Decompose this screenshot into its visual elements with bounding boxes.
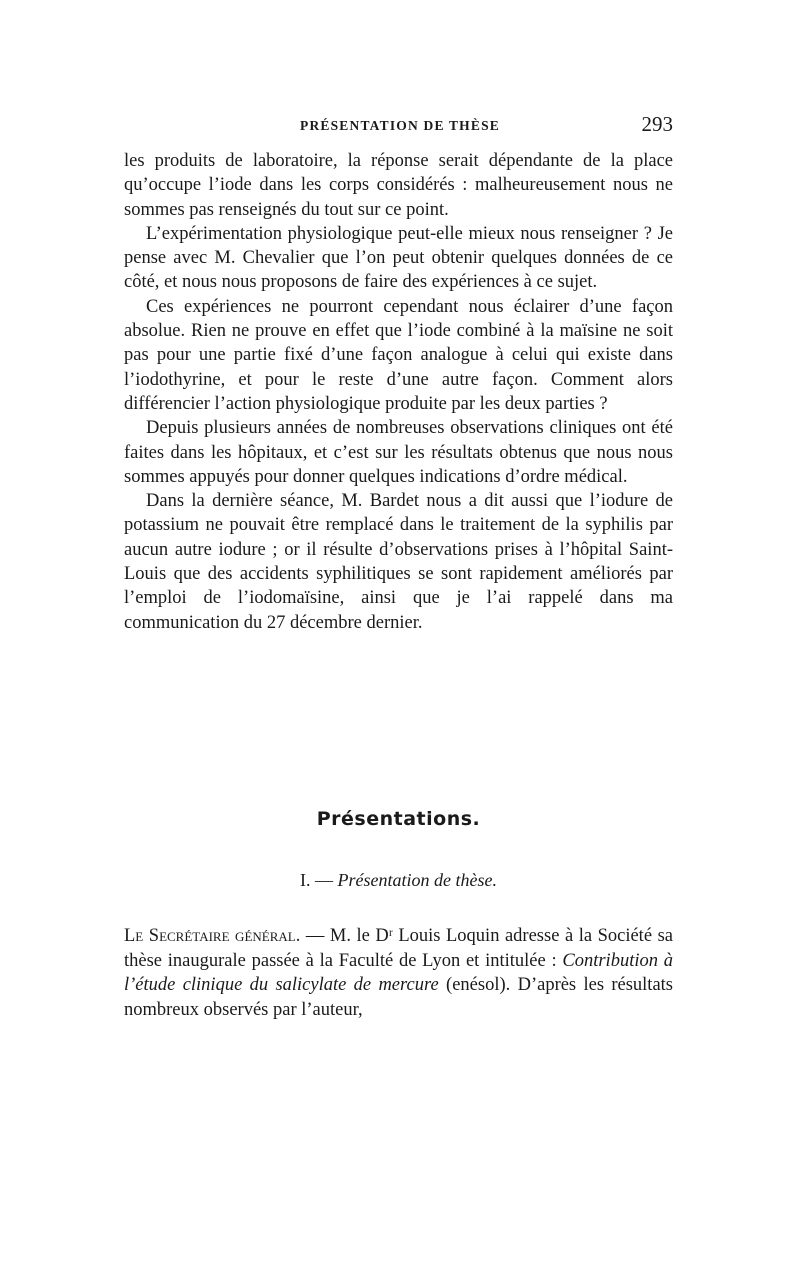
- presentation-text: [124, 924, 673, 1022]
- presentation-text-after: (enésol). D’après les résultats nombreux observés par l’auteur,: [124, 975, 673, 1020]
- presentation-text-before: — M. le Dʳ Louis Loquin adresse à la Société sa thèse inaugurale passée à la Faculté de Lyon et intitulée :: [124, 926, 673, 971]
- running-head-title: PRÉSENTATION DE THÈSE: [300, 118, 501, 133]
- subsection-title: [124, 870, 673, 891]
- paragraph: Dans la dernière séance, M. Bardet nous a dit aussi que l’iodure de potassium ne pouvait être remplacé dans le traitement de la syphilis par aucun autre iodure ; or il résulte d’observations prises à l’hôpital Saint-Louis que des accidents syphilitiques se sont rapidement améliorés par l’emploi de l’iodomaïsine, ainsi que je l’ai rappelé dans ma communication du 27 décembre dernier.: [124, 491, 673, 633]
- speaker-name: Le Secrétaire général.: [124, 926, 301, 946]
- subsection-name: Présentation de thèse.: [337, 870, 497, 890]
- section-title: Présentations.: [316, 808, 481, 830]
- page-number: 293: [641, 112, 673, 136]
- subsection-number: I. —: [300, 870, 334, 890]
- paragraph: les produits de laboratoire, la réponse serait dépendante de la place qu’occupe l’iode dans les corps considérés : malheureusement nous ne sommes pas renseignés du tout sur ce point.: [124, 151, 673, 220]
- running-head: [124, 112, 673, 140]
- thesis-title: Contribution à l’étude clinique du salicylate de mercure: [124, 950, 673, 995]
- paragraph: Ces expériences ne pourront cependant nous éclairer d’une façon absolue. Rien ne prouve en effet que l’iode combiné à la maïsine ne soit pas pour une partie fixé d’une façon analogue à celui qui existe dans l’iodothyrine, et pour le reste d’une autre façon. Comment alors différencier l’action physiologique produite par les deux parties ?: [124, 296, 673, 414]
- paragraph: Depuis plusieurs années de nombreuses observations cliniques ont été faites dans les hôpitaux, et c’est sur les résultats obtenus que nous nous sommes appuyés pour donner quelques indications d’ordre médical.: [124, 418, 673, 487]
- body-text: [124, 149, 673, 635]
- paragraph: L’expérimentation physiologique peut-elle mieux nous renseigner ? Je pense avec M. Chevalier que l’on peut obtenir quelques données de ce côté, et nous nous proposons de faire des expériences à ce sujet.: [124, 223, 673, 293]
- presentation-paragraph: [124, 924, 673, 1022]
